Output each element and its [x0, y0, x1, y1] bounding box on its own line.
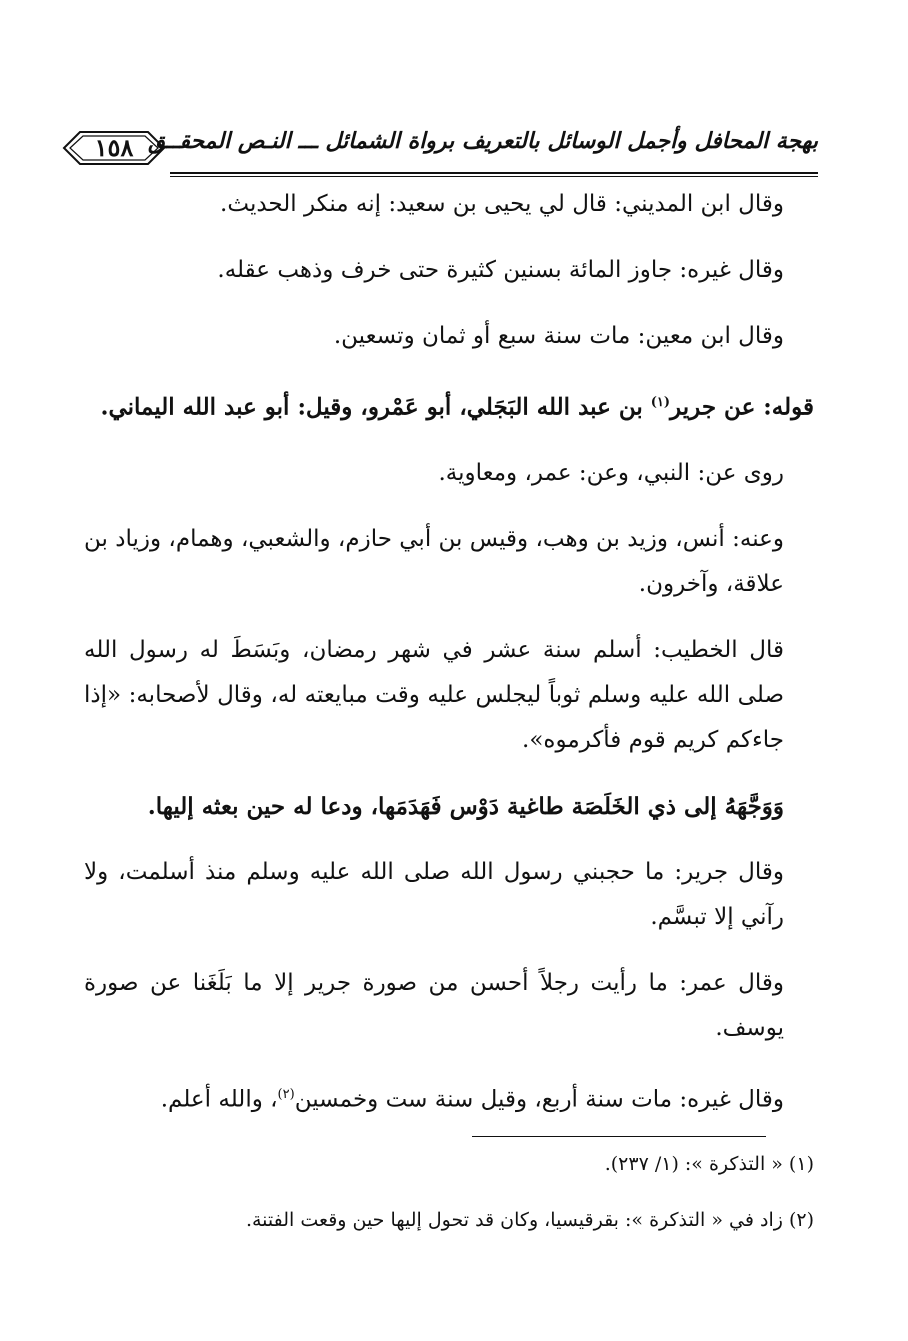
header-rule: [170, 172, 818, 174]
heading-lead: قوله: عن جرير: [670, 393, 814, 421]
paragraph: قال الخطيب: أسلم سنة عشر في شهر رمضان، وبَسَطَ له رسول الله صلى الله عليه وسلم ثوباً ليجلس عليه وقت مبايعته له، وقال لأصحابه: «إذا جاءكم كريم قوم فأكرموه».: [84, 636, 784, 753]
footnote-ref: (٢): [277, 1086, 295, 1102]
footnotes: [84, 1150, 814, 1262]
paragraph: وقال غيره: جاوز المائة بسنين كثيرة حتى خرف وذهب عقله.: [217, 257, 784, 283]
last-para-lead: وقال غيره: مات سنة أربع، وقيل سنة ست وخمسين: [294, 1086, 784, 1113]
footnote-item: (٢) زاد في « التذكرة »: بقرقيسيا، وكان قد تحول إليها حين وقعت الفتنة.: [245, 1209, 814, 1231]
page-header: [58, 122, 818, 178]
paragraph: وعنه: أنس، وزيد بن وهب، وقيس بن أبي حازم، والشعبي، وهمام، وزياد بن علاقة، وآخرون.: [84, 525, 784, 597]
paragraph: وقال جرير: ما حجبني رسول الله صلى الله عليه وسلم منذ أسلمت، ولا رآني إلا تبسَّم.: [84, 858, 784, 930]
paragraph: وقال عمر: ما رأيت رجلاً أحسن من صورة جرير إلا ما بَلَغَنا عن صورة يوسف.: [84, 969, 784, 1041]
paragraph: وَوَجَّهَهُ إلى ذي الخَلَصَة طاغية دَوْس فَهَدَمَها، ودعا له حين بعثه إليها.: [147, 792, 784, 820]
last-para-rest: ، والله أعلم.: [160, 1086, 278, 1113]
heading-rest: بن عبد الله البَجَلي، أبو عَمْرو، وقيل: أبو عبد الله اليماني.: [100, 393, 651, 421]
paragraph: وقال ابن معين: مات سنة سبع أو ثمان وتسعين.: [333, 323, 784, 349]
header-rule-thin: [170, 176, 818, 177]
paragraph: روى عن: النبي، وعن: عمر، ومعاوية.: [438, 459, 784, 486]
paragraph: وقال ابن المديني: قال لي يحيى بن سعيد: إنه منكر الحديث.: [220, 191, 784, 217]
footnote-separator: [472, 1136, 766, 1137]
footnote-ref: (١): [650, 395, 671, 410]
page-number: ١٥٨: [94, 133, 134, 162]
footnote-item: (١) « التذكرة »: (١/ ٢٣٧).: [604, 1153, 814, 1175]
running-title: بهجة المحافل وأجمل الوسائل بالتعريف برواة الشمائل ـــ النـص المحقــق: [148, 128, 818, 154]
last-paragraph: [84, 1072, 814, 1123]
main-text: [84, 182, 814, 1143]
bold-heading-paragraph: [84, 380, 814, 430]
